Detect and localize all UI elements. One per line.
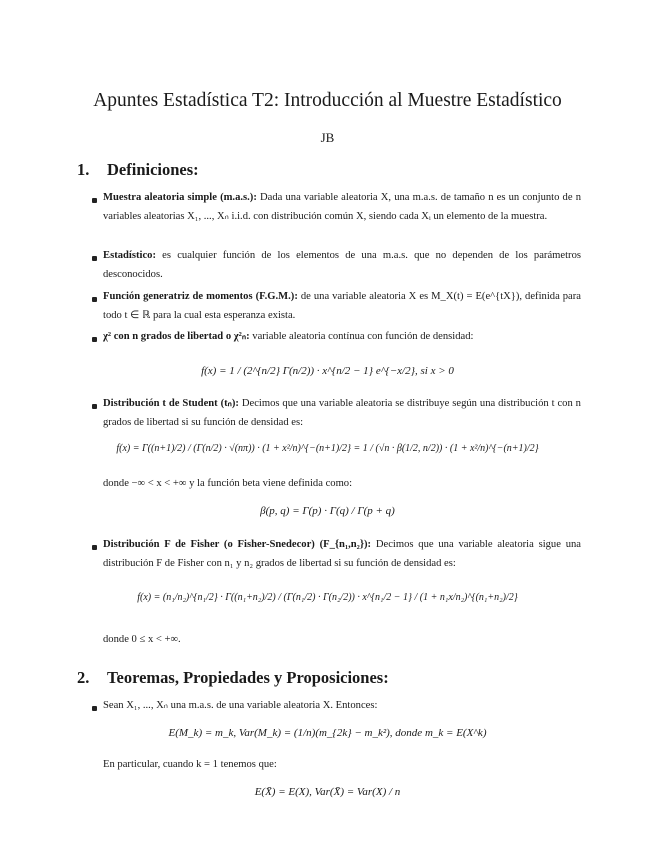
term: Muestra aleatoria simple (m.a.s.): [103, 192, 257, 203]
definition-text: Decimos que una variable aleatoria sigue una distribución F de Fisher con n₁ y n₂ grados de libertad si su función de densidad es: [103, 539, 582, 569]
definition-fgm [103, 288, 581, 325]
section-number: 1. [77, 160, 90, 179]
term: Distribución F de Fisher (o Fisher-Snedecor) (F_{n₁,n₂}): [103, 539, 372, 550]
theorem-particular-case: En particular, cuando k = 1 tenemos que: [103, 759, 277, 770]
bullet [92, 545, 97, 550]
bullet [92, 198, 97, 203]
term: Función generatriz de momentos (F.G.M.): [103, 291, 298, 302]
bullet [92, 404, 97, 409]
author: JB [320, 130, 335, 145]
equation-t-student-density: f(x) = Γ((n+1)/2) / (Γ(n/2) · √(nπ)) · (1 + x²/n)^{−(n+1)/2} = 1 / (√n · β(1/2, n/2)) · (1 + x²/n)^{−(n+1)/2} [116, 443, 539, 454]
term: Distribución t de Student (tₙ): [103, 398, 239, 409]
equation-fisher-density: f(x) = (n₁/n₂)^{n₁/2} · Γ((n₁+n₂)/2) / (Γ(n₁/2) · Γ(n₂/2)) · x^{n₁/2 − 1} / (1 + n₁x/n₂)^{(n₁+n₂)/2} [137, 592, 518, 603]
bullet [92, 297, 97, 302]
section-heading-teoremas [77, 668, 389, 688]
definition-estadistico [103, 247, 581, 284]
definition-fisher [103, 536, 581, 573]
definition-text: Decimos que una variable aleatoria se distribuye según una distribución t con n grados de libertad si su función de densidad es: [103, 398, 581, 428]
definition-text: Dada una variable aleatoria X, una m.a.s. de tamaño n es un conjunto de n variables aleatorias X₁, ..., Xₙ i.i.d. con distribución común X, siendo cada Xᵢ un elemento de la muestra. [103, 192, 581, 222]
definition-text: variable aleatoria contínua con función de densidad: [252, 331, 474, 342]
bullet [92, 256, 97, 261]
definition-text: es cualquier función de los elementos de una m.a.s. que no dependen de los parámetros desconocidos. [103, 250, 581, 280]
page-title: Apuntes Estadística T2: Introducción al Muestre Estadístico [93, 90, 562, 111]
fisher-domain-text: donde 0 ≤ x < +∞. [103, 634, 181, 645]
equation-beta-function: β(p, q) = Γ(p) · Γ(q) / Γ(p + q) [260, 505, 395, 517]
bullet [92, 337, 97, 342]
section-title: Teoremas, Propiedades y Proposiciones: [107, 668, 389, 687]
theorem-intro: Sean X₁, ..., Xₙ una m.a.s. de una variable aleatoria X. Entonces: [103, 700, 378, 711]
bullet [92, 706, 97, 711]
t-student-domain-text: donde −∞ < x < +∞ y la función beta viene definida como: [103, 478, 353, 489]
equation-chi-square-density: f(x) = 1 / (2^{n/2} Γ(n/2)) · x^{n/2 − 1} e^{−x/2}, si x > 0 [201, 365, 454, 377]
definition-text: de una variable aleatoria X es M_X(t) = E(e^{tX}), definida para todo t ∈ ℝ para la cual esta esperanza exista. [103, 291, 581, 321]
section-number: 2. [77, 668, 90, 687]
equation-moments: E(M_k) = m_k, Var(M_k) = (1/n)(m_{2k} − m_k²), donde m_k = E(X^k) [168, 727, 487, 739]
definition-t-student [103, 395, 581, 432]
term: Estadístico: [103, 250, 156, 261]
section-title: Definiciones: [107, 160, 199, 179]
term: χ² con n grados de libertad o χ²ₙ: [103, 331, 250, 342]
equation-sample-mean: E(X̄) = E(X), Var(X̄) = Var(X) / n [254, 786, 401, 798]
definition-chi-square [103, 328, 581, 347]
section-heading-definiciones [77, 160, 199, 180]
definition-mas [103, 189, 581, 226]
